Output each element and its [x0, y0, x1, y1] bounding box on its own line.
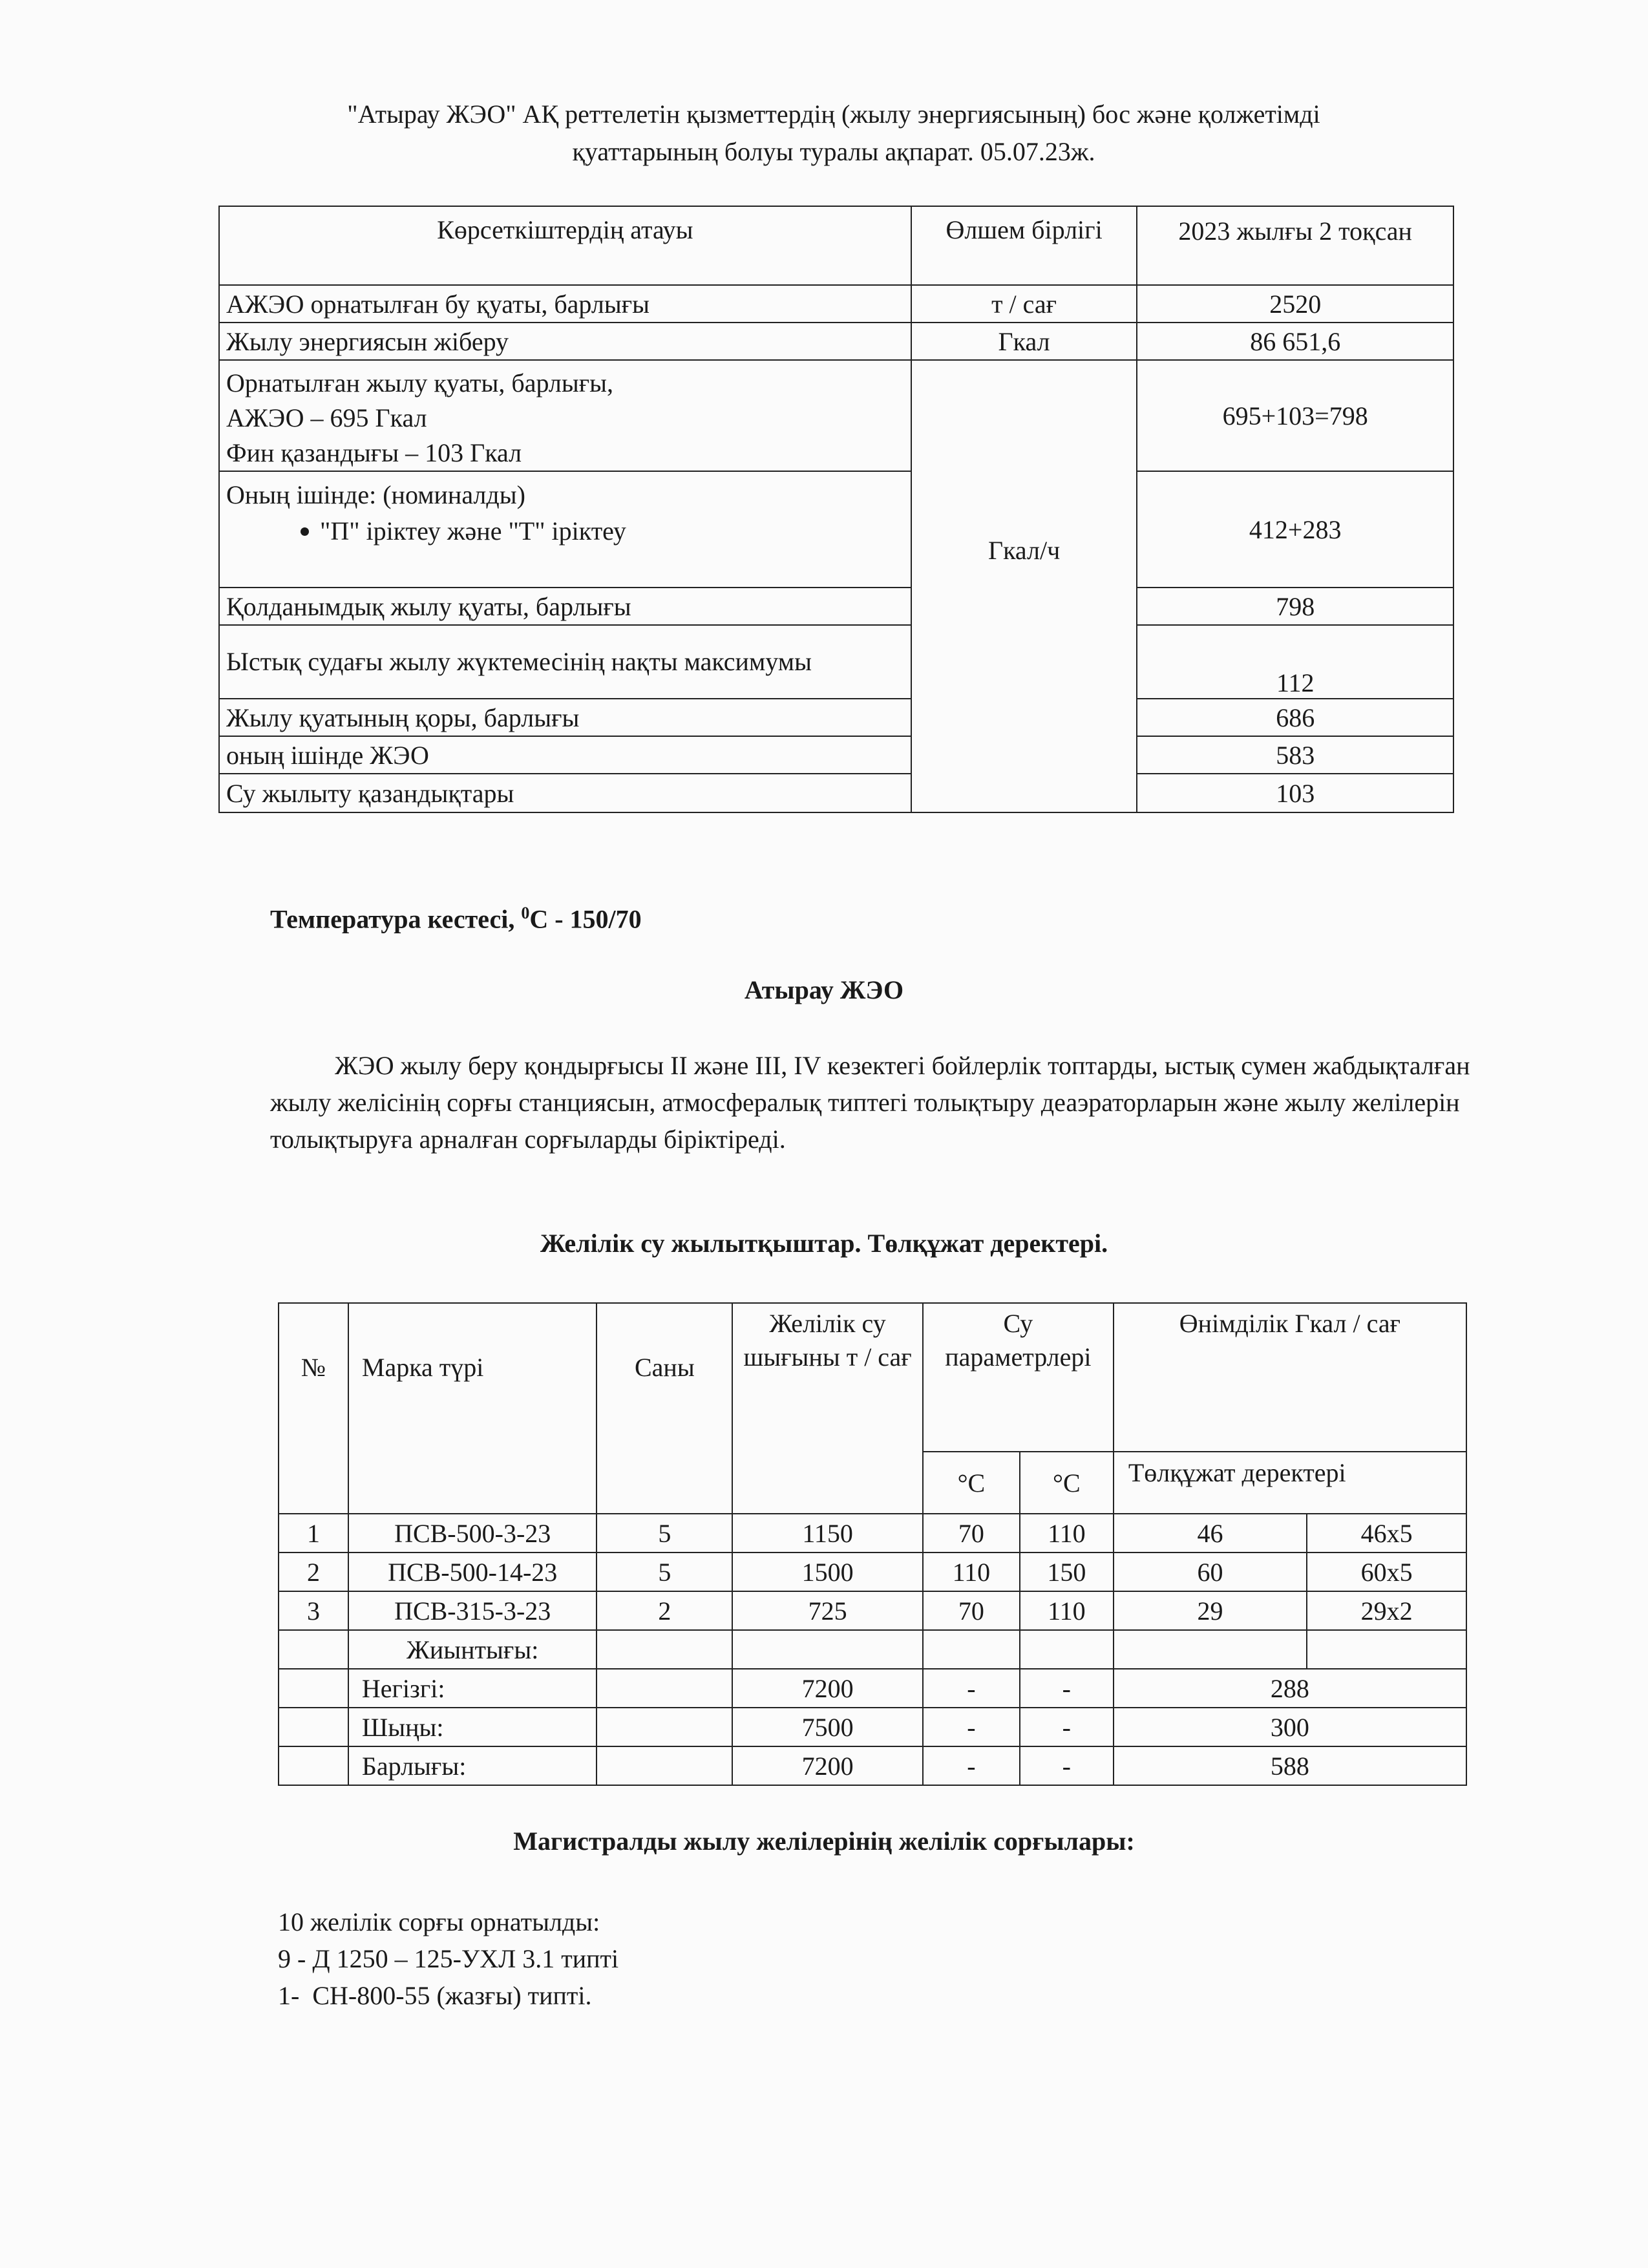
row-name: АЖЭО орнатылған бу қуаты, барлығы	[219, 285, 911, 323]
summary-flow: 7500	[732, 1708, 923, 1746]
row-unit: т / сағ	[911, 285, 1137, 323]
temperature-value: С - 150/70	[529, 904, 642, 934]
list-item: 9 - Д 1250 – 125-УХЛ 3.1 типті	[278, 1944, 619, 1973]
summary-label: Шыңы:	[348, 1708, 597, 1746]
row-value: 583	[1137, 736, 1453, 774]
heaters-table	[278, 1302, 1467, 1786]
row-value: 86 651,6	[1137, 323, 1453, 360]
description-paragraph: ЖЭО жылу беру қондырғысы II және III, IV кезектегі бойлерлік топтарды, ыстық сумен жабдықталған жылу желісінің сорғы станциясын, атмосфералық типтегі толықтыру деаэраторларын және жылу желілерін толықтыруға арналған сорғыларды біріктіреді.	[270, 1051, 1470, 1154]
installed-line-3: Фин қазандығы – 103 Гкал	[226, 438, 522, 467]
row-unit: Гкал	[911, 323, 1137, 360]
table-header-row	[219, 206, 1453, 285]
row-value: 686	[1137, 699, 1453, 736]
summary-t1: -	[923, 1746, 1020, 1785]
header-count: Саны	[597, 1303, 732, 1514]
header-unit: Өлшем бірлігі	[911, 206, 1137, 285]
nominal-bullet-text: "П" іріктеу және "Т" іріктеу	[320, 516, 626, 546]
header-indicator: Көрсеткіштердің атауы	[219, 206, 911, 285]
header-flow: Желілік су шығыны т / сағ	[732, 1303, 923, 1514]
temperature-schedule	[270, 904, 642, 934]
cell-p2: 46х5	[1307, 1514, 1466, 1553]
summary-t2: -	[1020, 1669, 1114, 1708]
cell-count: 2	[597, 1591, 732, 1630]
cell-p1: 29	[1114, 1591, 1307, 1630]
table-row	[219, 774, 1453, 812]
heaters-heading: Желілік су жылытқыштар. Төлқұжат деректері.	[540, 1229, 1108, 1258]
cell-flow: 1150	[732, 1514, 923, 1553]
summary-flow: 7200	[732, 1746, 923, 1785]
cell-num: 3	[279, 1591, 348, 1630]
pumps-list	[278, 1903, 618, 2014]
title-line-2: қуаттарының болуы туралы ақпарат. 05.07.23ж.	[572, 137, 1095, 166]
total-label: Жиынтығы:	[348, 1630, 597, 1669]
cell-p1: 46	[1114, 1514, 1307, 1553]
cell-empty	[923, 1630, 1020, 1669]
shared-unit-cell: Гкал/ч	[911, 360, 1137, 812]
header-temp-in: °С	[923, 1452, 1020, 1514]
cell-brand: ПСВ-500-3-23	[348, 1514, 597, 1553]
cell-t1: 70	[923, 1591, 1020, 1630]
header-params: Су параметрлері	[923, 1303, 1114, 1452]
row-value: 695+103=798	[1137, 360, 1453, 471]
table-row	[279, 1746, 1466, 1785]
nominal-line-1: Оның ішінде: (номиналды)	[226, 480, 525, 509]
installed-line-1: Орнатылған жылу қуаты, барлығы,	[226, 368, 614, 397]
summary-t1: -	[923, 1708, 1020, 1746]
row-value: 798	[1137, 588, 1453, 625]
table-row	[279, 1553, 1466, 1591]
header-temp-out: °С	[1020, 1452, 1114, 1514]
table-row	[219, 699, 1453, 736]
header-productivity: Өнімділік Гкал / сағ	[1114, 1303, 1466, 1452]
cell-t1: 110	[923, 1553, 1020, 1591]
cell-p2: 60х5	[1307, 1553, 1466, 1591]
cell-p1: 60	[1114, 1553, 1307, 1591]
list-item: 10 желілік сорғы орнатылды:	[278, 1907, 600, 1936]
cell-empty	[1114, 1630, 1307, 1669]
cell-empty	[597, 1708, 732, 1746]
plant-heading: Атырау ЖЭО	[744, 975, 904, 1004]
table-row	[219, 323, 1453, 360]
nominal-bullet	[226, 513, 904, 549]
table-row	[219, 588, 1453, 625]
cell-t1: 70	[923, 1514, 1020, 1553]
summary-t1: -	[923, 1669, 1020, 1708]
list-item: 1- СН-800-55 (жазғы) типті.	[278, 1981, 592, 2010]
cell-empty	[279, 1630, 348, 1669]
cell-flow: 725	[732, 1591, 923, 1630]
table-row	[219, 736, 1453, 774]
row-value: 2520	[1137, 285, 1453, 323]
installed-line-2: АЖЭО – 695 Гкал	[226, 403, 427, 432]
summary-t2: -	[1020, 1708, 1114, 1746]
nominal-cell	[219, 471, 911, 588]
cell-count: 5	[597, 1553, 732, 1591]
header-passport: Төлқұжат деректері	[1114, 1452, 1466, 1514]
table-row	[219, 471, 1453, 588]
cell-num: 1	[279, 1514, 348, 1553]
header-num: №	[279, 1303, 348, 1514]
title-line-1: "Атырау ЖЭО" АҚ реттелетін қызметтердің (жылу энергиясының) бос және қолжетімді	[347, 100, 1320, 129]
table-row	[219, 625, 1453, 699]
cell-num: 2	[279, 1553, 348, 1591]
header-period: 2023 жылғы 2 тоқсан	[1137, 206, 1453, 285]
cell-brand: ПСВ-500-14-23	[348, 1553, 597, 1591]
table-row	[279, 1669, 1466, 1708]
cell-empty	[1020, 1630, 1114, 1669]
cell-empty	[597, 1669, 732, 1708]
table-row	[219, 285, 1453, 323]
summary-label: Барлығы:	[348, 1746, 597, 1785]
cell-t2: 110	[1020, 1514, 1114, 1553]
cell-empty	[597, 1746, 732, 1785]
row-name: Ыстық судағы жылу жүктемесінің нақты максимумы	[219, 625, 911, 699]
table-row	[279, 1591, 1466, 1630]
table-header-row	[279, 1303, 1466, 1452]
installed-capacity-cell	[219, 360, 911, 471]
pumps-heading: Магистралды жылу желілерінің желілік сорғылары:	[513, 1827, 1135, 1856]
row-value: 103	[1137, 774, 1453, 812]
cell-brand: ПСВ-315-3-23	[348, 1591, 597, 1630]
summary-prod: 588	[1114, 1746, 1466, 1785]
row-name: Жылу қуатының қоры, барлығы	[219, 699, 911, 736]
temperature-sup: 0	[521, 904, 530, 922]
summary-flow: 7200	[732, 1669, 923, 1708]
row-value: 412+283	[1137, 471, 1453, 588]
cell-p2: 29х2	[1307, 1591, 1466, 1630]
summary-label: Негізгі:	[348, 1669, 597, 1708]
cell-empty	[597, 1630, 732, 1669]
row-name: Қолданымдық жылу қуаты, барлығы	[219, 588, 911, 625]
cell-t2: 110	[1020, 1591, 1114, 1630]
row-name: оның ішінде ЖЭО	[219, 736, 911, 774]
table-row	[279, 1630, 1466, 1669]
cell-flow: 1500	[732, 1553, 923, 1591]
row-name: Су жылыту қазандықтары	[219, 774, 911, 812]
cell-empty	[279, 1746, 348, 1785]
header-brand: Марка түрі	[348, 1303, 597, 1514]
cell-count: 5	[597, 1514, 732, 1553]
table-row	[219, 360, 1453, 471]
summary-t2: -	[1020, 1746, 1114, 1785]
document-title	[194, 96, 1474, 171]
cell-empty	[279, 1669, 348, 1708]
cell-t2: 150	[1020, 1553, 1114, 1591]
table-row	[279, 1708, 1466, 1746]
cell-empty	[1307, 1630, 1466, 1669]
temperature-label: Температура кестесі,	[270, 904, 522, 934]
table-row	[279, 1514, 1466, 1553]
row-name: Жылу энергиясын жіберу	[219, 323, 911, 360]
capacity-table	[218, 206, 1454, 813]
cell-empty	[732, 1630, 923, 1669]
summary-prod: 300	[1114, 1708, 1466, 1746]
cell-empty	[279, 1708, 348, 1746]
row-value: 112	[1137, 625, 1453, 699]
summary-prod: 288	[1114, 1669, 1466, 1708]
